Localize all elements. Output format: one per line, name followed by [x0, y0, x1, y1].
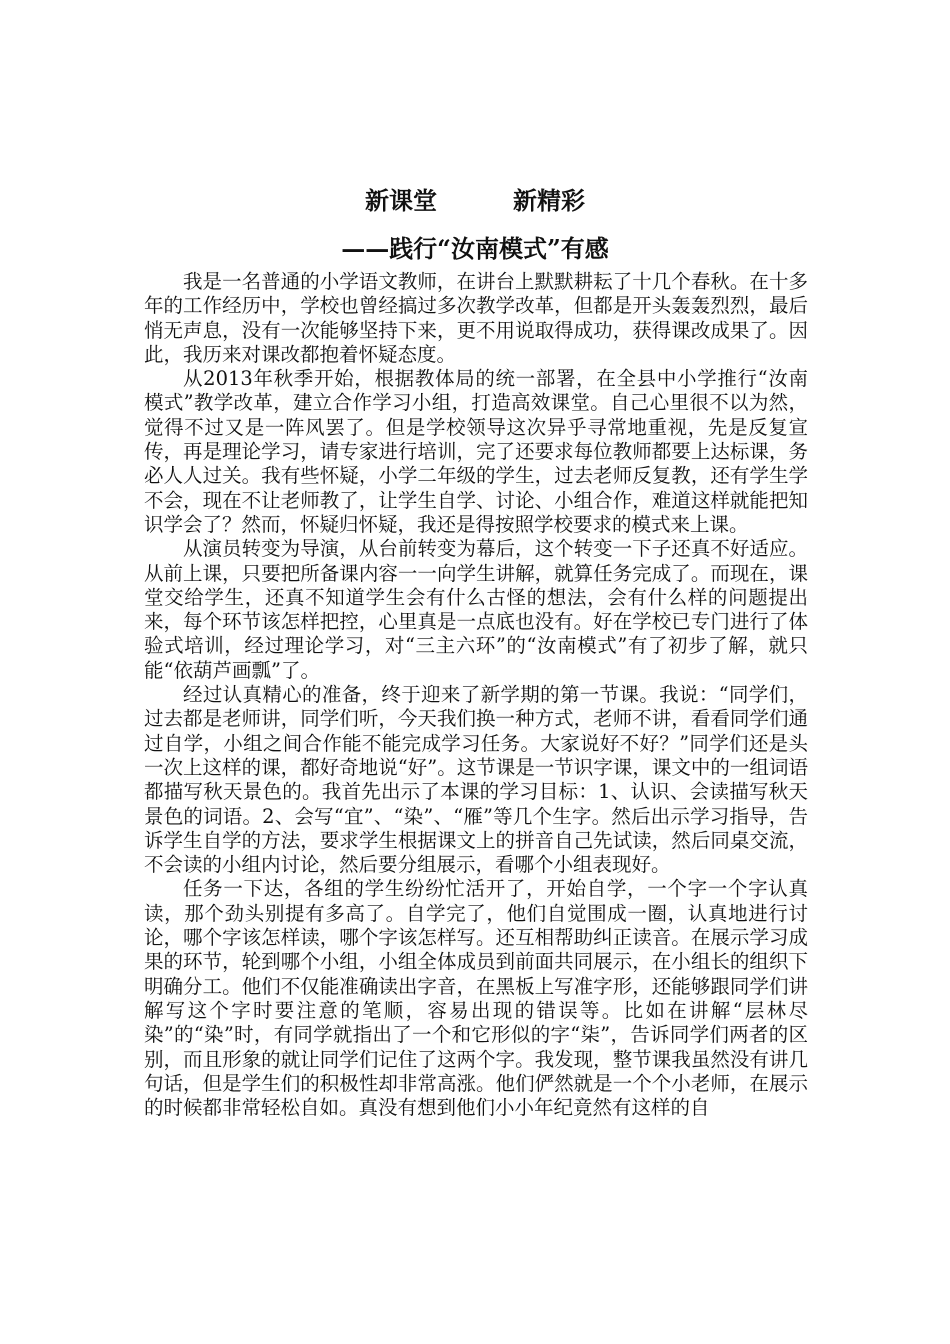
- title-part-1: 新课堂: [365, 186, 437, 215]
- paragraph-1: 我是一名普通的小学语文教师，在讲台上默默耕耘了十几个春秋。在十多年的工作经历中，学校也曾经搞过多次教学改革，但都是开头轰轰烈烈，最后悄无声息，没有一次能够坚持下来，更不用说取得成功，获得课改成果了。因此，我历来对课改都抱着怀疑态度。: [144, 270, 808, 366]
- paragraph-5: 任务一下达，各组的学生纷纷忙活开了，开始自学，一个字一个字认真读，那个劲头别提有多高了。自学完了，他们自觉围成一圈，认真地进行讨论，哪个字该怎样读，哪个字该怎样写。还互相帮助纠正读音。在展示学习成果的环节，轮到哪个小组，小组全体成员到前面共同展示，在小组长的组织下明确分工。他们不仅能准确读出字音，在黑板上写准字形，还能够跟同学们讲解写这个字时要注意的笔顺，容易出现的错误等。比如在讲解“层林尽染”的“染”时，有同学就指出了一个和它形似的字“柒”，告诉同学们两者的区别，而且形象的就让同学们记住了这两个字。我发现，整节课我虽然没有讲几句话，但是学生们的积极性却非常高涨。他们俨然就是一个个小老师，在展示的时候都非常轻松自如。真没有想到他们小小年纪竟然有这样的自: [144, 877, 808, 1120]
- document-body: [144, 270, 808, 1120]
- document-title: [0, 186, 950, 216]
- paragraph-4: 经过认真精心的准备，终于迎来了新学期的第一节课。我说：“同学们，过去都是老师讲，同学们听，今天我们换一种方式，老师不讲，看看同学们通过自学，小组之间合作能不能完成学习任务。大家说好不好？”同学们还是头一次上这样的课，都好奇地说“好”。这节课是一节识字课，课文中的一组词语都描写秋天景色的。我首先出示了本课的学习目标：1、认识、会读描写秋天景色的词语。2、会写“宜”、“染”、“雁”等几个生字。然后出示学习指导，告诉学生自学的方法，要求学生根据课文上的拼音自己先试读，然后同桌交流，不会读的小组内讨论，然后要分组展示，看哪个小组表现好。: [144, 683, 808, 877]
- document-subtitle: ——践行“汝南模式”有感: [341, 234, 609, 263]
- title-part-2: 新精彩: [513, 186, 585, 215]
- paragraph-2: 从2013年秋季开始，根据教体局的统一部署，在全县中小学推行“汝南模式”教学改革，建立合作学习小组，打造高效课堂。自己心里很不以为然，觉得不过又是一阵风罢了。但是学校领导这次异乎寻常地重视，先是反复宣传，再是理论学习，请专家进行培训，完了还要求每位教师都要上达标课，务必人人过关。我有些怀疑，小学二年级的学生，过去老师反复教，还有学生学不会，现在不让老师教了，让学生自学、讨论、小组合作，难道这样就能把知识学会了？然而，怀疑归怀疑，我还是得按照学校要求的模式来上课。: [144, 367, 808, 536]
- paragraph-3: 从演员转变为导演，从台前转变为幕后，这个转变一下子还真不好适应。从前上课，只要把所备课内容一一向学生讲解，就算任务完成了。而现在，课堂交给学生，还真不知道学生会有什么古怪的想法，会有什么样的问题提出来，每个环节该怎样把控，心里真是一点底也没有。好在学校已专门进行了体验式培训，经过理论学习，对“三主六环”的“汝南模式”有了初步了解，就只能“依葫芦画瓢”了。: [144, 537, 808, 682]
